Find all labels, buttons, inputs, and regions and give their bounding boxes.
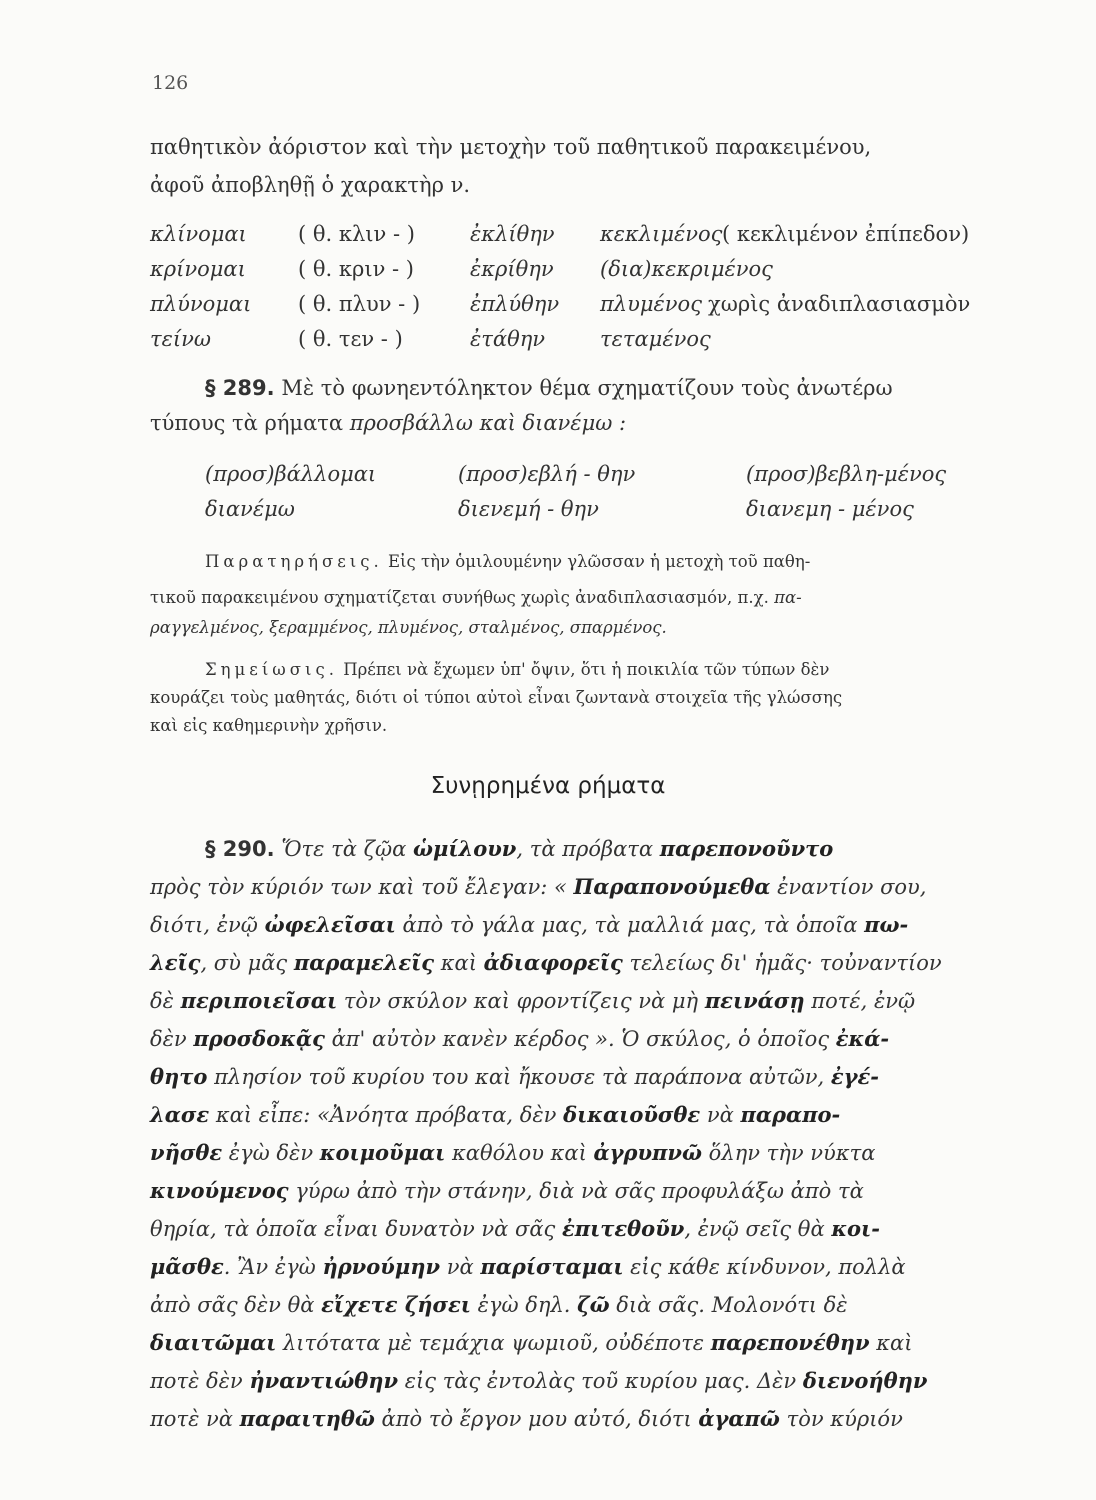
verb-cell: τείνω: [150, 327, 212, 351]
section-number: § 289.: [205, 376, 275, 400]
s290-line: μᾶσθε. Ἂν ἐγὼ ἠρνούμην νὰ παρίσταμαι εἰς κάθε κίνδυνον, πολλὰ: [150, 1254, 906, 1279]
participle-cell: τεταμένος: [600, 327, 711, 351]
aorist-cell: ἐτάθην: [470, 327, 546, 351]
note-cell: ( κεκλιμένον ἐπίπεδον): [722, 222, 970, 246]
verb-cell: πλύνομαι: [150, 292, 252, 316]
verb-cell: κρίνομαι: [150, 257, 246, 281]
s290-line: λεῖς, σὺ μᾶς παραμελεῖς καὶ ἀδιαφορεῖς τελείως δι' ἡμᾶς· τοὐναντίον: [150, 950, 942, 975]
s290-line: νῆσθε ἐγὼ δὲν κοιμοῦμαι καθόλου καὶ ἀγρυπνῶ ὅλην τὴν νύκτα: [150, 1140, 876, 1165]
note-label: Σημείωσις.: [205, 660, 338, 679]
aorist-cell: ἐπλύθην: [470, 292, 560, 316]
present-cell: (προσ)βάλλομαι: [205, 462, 377, 486]
present-cell: διανέμω: [205, 497, 295, 521]
note-line-3: καὶ εἰς καθημερινὴν χρῆσιν.: [150, 716, 388, 735]
s290-line: ποτὲ νὰ παραιτηθῶ ἀπὸ τὸ ἔργον μου αὐτό, διότι ἀγαπῶ τὸν κύριόν: [150, 1406, 903, 1431]
note-cell: χωρὶς ἀναδιπλασιασμὸν: [708, 292, 971, 316]
participle-cell: (δια)κεκριμένος: [600, 257, 773, 281]
aorist-cell: ἐκλίθην: [470, 222, 555, 246]
s290-line: δὲν προσδοκᾷς ἀπ' αὐτὸν κανὲν κέρδος ». Ὁ σκύλος, ὁ ὁποῖος ἐκά-: [150, 1026, 890, 1051]
theme-cell: ( θ. κριν - ): [298, 257, 414, 281]
remarks-line-1: Παρατηρήσεις. Εἰς τὴν ὁμιλουμένην γλῶσσαν ἡ μετοχὴ τοῦ παθη-: [205, 552, 811, 571]
participle-cell: διανεμη - μένος: [746, 497, 914, 521]
theme-cell: ( θ. κλιν - ): [298, 222, 415, 246]
section-heading: Συνῃρημένα ρήματα: [430, 773, 666, 799]
s290-line: λασε καὶ εἶπε: «Ἀνόητα πρόβατα, δὲν δικαιοῦσθε νὰ παραπο-: [150, 1102, 841, 1127]
remarks-label: Παρατηρήσεις.: [205, 552, 383, 571]
section-289-line-2: τύπους τὰ ρήματα προσβάλλω καὶ διανέμω :: [150, 411, 627, 435]
participle-cell: κεκλιμένος: [600, 222, 723, 246]
s290-line: δὲ περιποιεῖσαι τὸν σκύλον καὶ φροντίζεις νὰ μὴ πεινάσῃ ποτέ, ἐνῷ: [150, 988, 916, 1013]
section-number: § 290.: [205, 837, 275, 861]
s290-line: κινούμενος γύρω ἀπὸ τὴν στάνην, διὰ νὰ σᾶς προφυλάξω ἀπὸ τὰ: [150, 1178, 864, 1203]
page-number: 126: [152, 72, 189, 94]
remarks-line-3: ραγγελμένος, ξεραμμένος, πλυμένος, σταλμένος, σπαρμένος.: [150, 618, 667, 637]
verb-cell: κλίνομαι: [150, 222, 247, 246]
theme-cell: ( θ. πλυν - ): [298, 292, 421, 316]
s290-line: ἀπὸ σᾶς δὲν θὰ εἴχετε ζήσει ἐγὼ δηλ. ζῶ διὰ σᾶς. Μολονότι δὲ: [150, 1292, 848, 1317]
aorist-cell: διενεμή - θην: [458, 497, 599, 521]
participle-cell: (προσ)βεβλη-μένος: [746, 462, 947, 486]
s290-line: πρὸς τὸν κύριόν των καὶ τοῦ ἔλεγαν: « Παραπονούμεθα ἐναντίον σου,: [150, 874, 927, 899]
note-line-1: Σημείωσις. Πρέπει νὰ ἔχωμεν ὑπ' ὄψιν, ὅτι ἡ ποικιλία τῶν τύπων δὲν: [205, 660, 830, 679]
note-line-2: κουράζει τοὺς μαθητάς, διότι οἱ τύποι αὐτοὶ εἶναι ζωντανὰ στοιχεῖα τῆς γλώσσης: [150, 688, 843, 707]
s290-line: διότι, ἐνῷ ὠφελεῖσαι ἀπὸ τὸ γάλα μας, τὰ μαλλιά μας, τὰ ὁποῖα πω-: [150, 912, 909, 937]
s290-line: διαιτῶμαι λιτότατα μὲ τεμάχια ψωμιοῦ, οὐδέποτε παρεπονέθην καὶ: [150, 1330, 913, 1355]
section-289-line-1: § 289. Μὲ τὸ φωνηεντόληκτον θέμα σχηματίζουν τοὺς ἀνωτέρω: [205, 376, 893, 400]
participle-cell: πλυμένος: [600, 292, 702, 316]
theme-cell: ( θ. τεν - ): [298, 327, 403, 351]
s290-line: θητο πλησίον τοῦ κυρίου του καὶ ἤκουσε τὰ παράπονα αὐτῶν, ἐγέ-: [150, 1064, 879, 1089]
aorist-cell: ἐκρίθην: [470, 257, 554, 281]
s290-line: § 290. Ὅτε τὰ ζῷα ὡμίλουν, τὰ πρόβατα παρεπονοῦντο: [205, 836, 834, 861]
aorist-cell: (προσ)εβλή - θην: [458, 462, 636, 486]
intro-line-1: παθητικὸν ἀόριστον καὶ τὴν μετοχὴν τοῦ παθητικοῦ παρακειμένου,: [150, 135, 872, 159]
s290-line: ποτὲ δὲν ἠναντιώθην εἰς τὰς ἐντολὰς τοῦ κυρίου μας. Δὲν διενοήθην: [150, 1368, 928, 1393]
s290-line: θηρία, τὰ ὁποῖα εἶναι δυνατὸν νὰ σᾶς ἐπιτεθοῦν, ἐνῷ σεῖς θὰ κοι-: [150, 1216, 880, 1241]
intro-line-2: ἀφοῦ ἀποβληθῇ ὁ χαρακτὴρ ν.: [150, 173, 471, 197]
remarks-line-2: τικοῦ παρακειμένου σχηματίζεται συνήθως χωρὶς ἀναδιπλασιασμόν, π.χ. πα-: [150, 588, 802, 607]
